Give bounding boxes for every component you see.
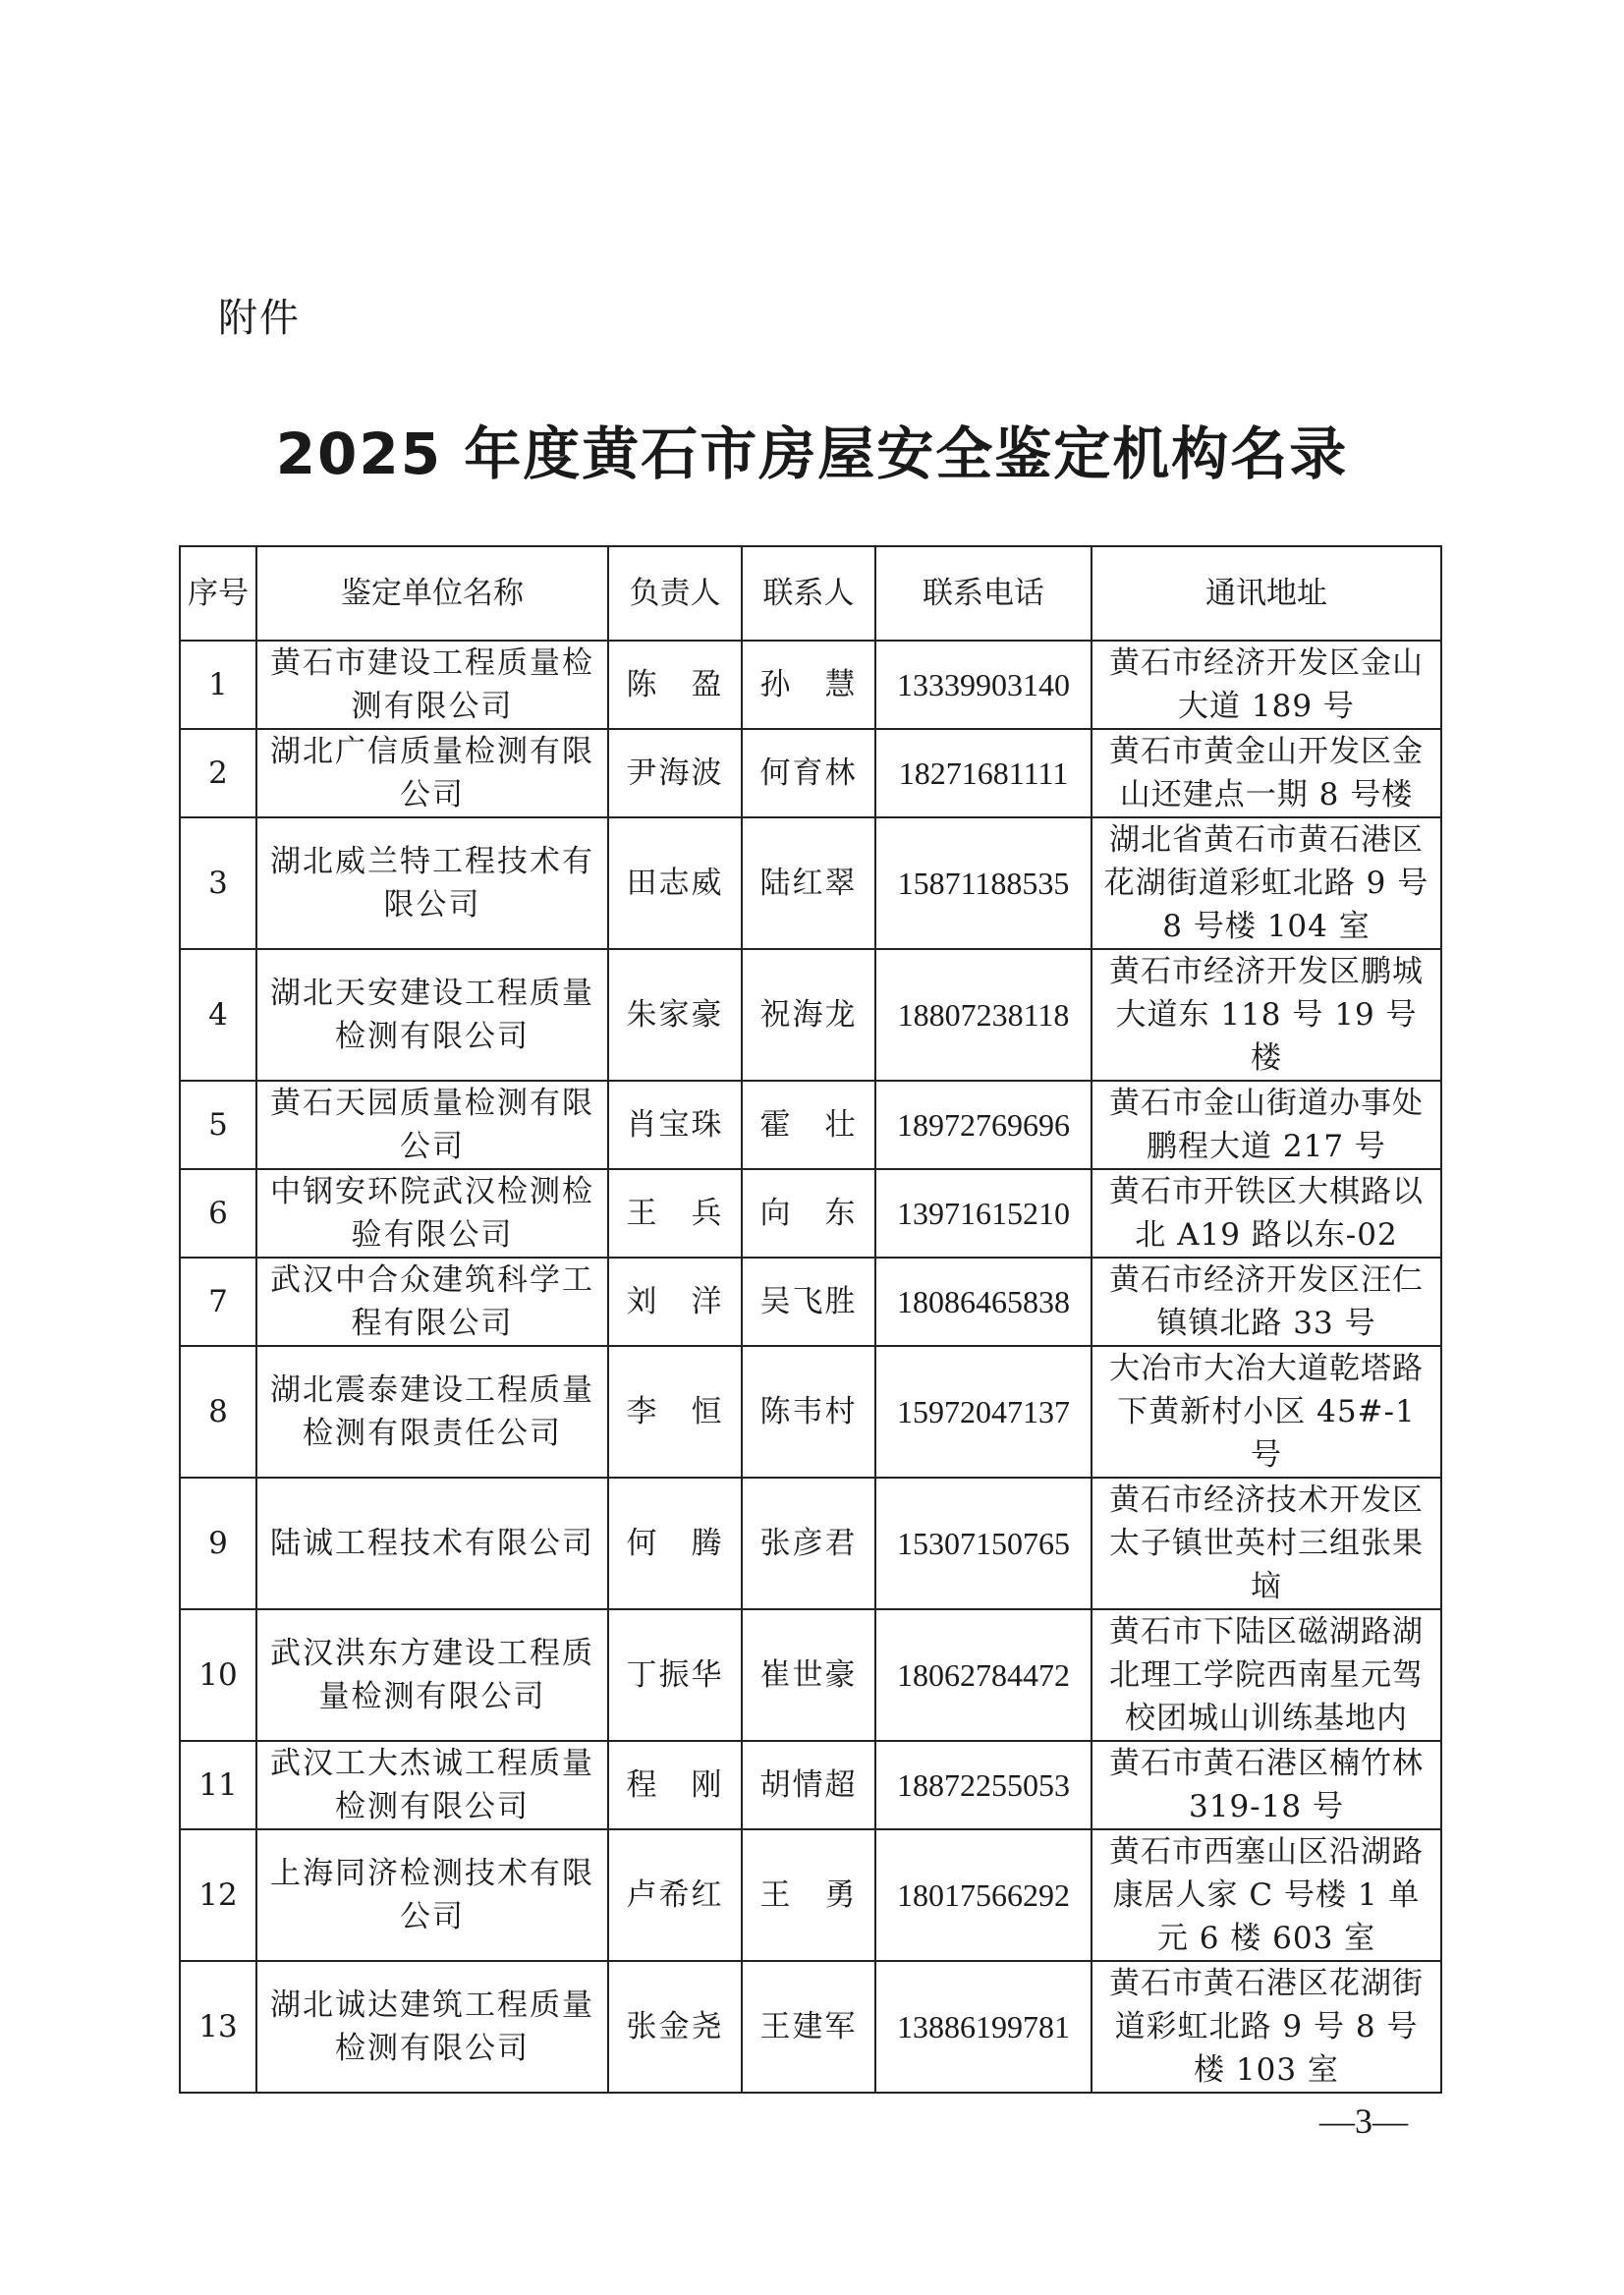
- row-leader: 卢希红: [608, 1829, 742, 1961]
- table-header-row: [180, 546, 1441, 641]
- row-address: 黄石市西塞山区沿湖路康居人家 C 号楼 1 单元 6 楼 603 室: [1092, 1829, 1441, 1961]
- attachment-label: 附件: [218, 296, 301, 341]
- row-leader: 程 刚: [608, 1741, 742, 1829]
- row-leader: 陈 盈: [608, 641, 742, 729]
- row-contact: 王建军: [742, 1961, 875, 2093]
- row-contact: 祝海龙: [742, 949, 875, 1081]
- row-phone: 18972769696: [875, 1081, 1092, 1169]
- row-phone: 18271681111: [875, 729, 1092, 817]
- appraisal-institution-table: [179, 545, 1442, 2094]
- row-address: 黄石市经济技术开发区太子镇世英村三组张果垴: [1092, 1478, 1441, 1609]
- row-leader: 田志威: [608, 817, 742, 949]
- row-leader: 肖宝珠: [608, 1081, 742, 1169]
- row-unit: 湖北震泰建设工程质量检测有限责任公司: [256, 1346, 608, 1478]
- table-row: [180, 949, 1441, 1081]
- header-seq: 序号: [180, 546, 256, 641]
- row-address: 黄石市黄金山开发区金山还建点一期 8 号楼: [1092, 729, 1441, 817]
- page-title: 2025 年度黄石市房屋安全鉴定机构名录: [275, 420, 1349, 487]
- row-leader: 何 腾: [608, 1478, 742, 1609]
- header-unit: 鉴定单位名称: [256, 546, 608, 641]
- row-contact: 王 勇: [742, 1829, 875, 1961]
- row-contact: 向 东: [742, 1169, 875, 1258]
- table-row: [180, 1829, 1441, 1961]
- row-unit: 武汉中合众建筑科学工程有限公司: [256, 1258, 608, 1346]
- row-phone: 18017566292: [875, 1829, 1092, 1961]
- row-phone: 18062784472: [875, 1609, 1092, 1741]
- row-unit: 黄石市建设工程质量检测有限公司: [256, 641, 608, 729]
- row-unit: 武汉工大杰诚工程质量检测有限公司: [256, 1741, 608, 1829]
- row-address: 大冶市大冶大道乾塔路下黄新村小区 45#-1 号: [1092, 1346, 1441, 1478]
- row-seq: 5: [180, 1081, 256, 1169]
- row-unit: 黄石天园质量检测有限公司: [256, 1081, 608, 1169]
- row-unit: 湖北天安建设工程质量检测有限公司: [256, 949, 608, 1081]
- row-address: 黄石市黄石港区楠竹林 319-18 号: [1092, 1741, 1441, 1829]
- row-phone: 18086465838: [875, 1258, 1092, 1346]
- row-leader: 丁振华: [608, 1609, 742, 1741]
- row-address: 黄石市经济开发区汪仁镇镇北路 33 号: [1092, 1258, 1441, 1346]
- row-leader: 张金尧: [608, 1961, 742, 2093]
- row-address: 黄石市经济开发区鹏城大道东 118 号 19 号楼: [1092, 949, 1441, 1081]
- row-leader: 朱家豪: [608, 949, 742, 1081]
- row-contact: 胡情超: [742, 1741, 875, 1829]
- row-unit: 湖北诚达建筑工程质量检测有限公司: [256, 1961, 608, 2093]
- table-row: [180, 1961, 1441, 2093]
- row-phone: 15307150765: [875, 1478, 1092, 1609]
- row-phone: 18872255053: [875, 1741, 1092, 1829]
- row-seq: 1: [180, 641, 256, 729]
- row-address: 黄石市黄石港区花湖街道彩虹北路 9 号 8 号楼 103 室: [1092, 1961, 1441, 2093]
- row-contact: 何育林: [742, 729, 875, 817]
- row-contact: 张彦君: [742, 1478, 875, 1609]
- row-phone: 15871188535: [875, 817, 1092, 949]
- row-seq: 11: [180, 1741, 256, 1829]
- row-seq: 7: [180, 1258, 256, 1346]
- row-seq: 13: [180, 1961, 256, 2093]
- row-seq: 9: [180, 1478, 256, 1609]
- row-unit: 湖北广信质量检测有限公司: [256, 729, 608, 817]
- table-row: [180, 729, 1441, 817]
- row-seq: 8: [180, 1346, 256, 1478]
- table-row: [180, 1741, 1441, 1829]
- row-unit: 湖北威兰特工程技术有限公司: [256, 817, 608, 949]
- row-seq: 4: [180, 949, 256, 1081]
- row-phone: 18807238118: [875, 949, 1092, 1081]
- row-unit: 中钢安环院武汉检测检验有限公司: [256, 1169, 608, 1258]
- page-number: —3—: [1319, 2101, 1408, 2141]
- row-contact: 孙 慧: [742, 641, 875, 729]
- table-row: [180, 1169, 1441, 1258]
- row-leader: 李 恒: [608, 1346, 742, 1478]
- row-unit: 武汉洪东方建设工程质量检测有限公司: [256, 1609, 608, 1741]
- row-contact: 吴飞胜: [742, 1258, 875, 1346]
- row-seq: 6: [180, 1169, 256, 1258]
- row-phone: 13971615210: [875, 1169, 1092, 1258]
- table-row: [180, 1478, 1441, 1609]
- row-phone: 15972047137: [875, 1346, 1092, 1478]
- row-contact: 陈韦村: [742, 1346, 875, 1478]
- row-seq: 3: [180, 817, 256, 949]
- row-contact: 霍 壮: [742, 1081, 875, 1169]
- row-address: 黄石市下陆区磁湖路湖北理工学院西南星元驾校团城山训练基地内: [1092, 1609, 1441, 1741]
- row-contact: 陆红翠: [742, 817, 875, 949]
- row-unit: 上海同济检测技术有限公司: [256, 1829, 608, 1961]
- row-seq: 2: [180, 729, 256, 817]
- row-address: 黄石市金山街道办事处鹏程大道 217 号: [1092, 1081, 1441, 1169]
- row-leader: 刘 洋: [608, 1258, 742, 1346]
- row-leader: 王 兵: [608, 1169, 742, 1258]
- row-leader: 尹海波: [608, 729, 742, 817]
- row-address: 黄石市开铁区大棋路以北 A19 路以东-02: [1092, 1169, 1441, 1258]
- row-contact: 崔世豪: [742, 1609, 875, 1741]
- row-phone: 13886199781: [875, 1961, 1092, 2093]
- table-row: [180, 817, 1441, 949]
- table-row: [180, 641, 1441, 729]
- header-address: 通讯地址: [1092, 546, 1441, 641]
- row-address: 湖北省黄石市黄石港区花湖街道彩虹北路 9 号 8 号楼 104 室: [1092, 817, 1441, 949]
- row-seq: 12: [180, 1829, 256, 1961]
- table-row: [180, 1346, 1441, 1478]
- row-unit: 陆诚工程技术有限公司: [256, 1478, 608, 1609]
- table-row: [180, 1258, 1441, 1346]
- row-address: 黄石市经济开发区金山大道 189 号: [1092, 641, 1441, 729]
- header-contact: 联系人: [742, 546, 875, 641]
- header-leader: 负责人: [608, 546, 742, 641]
- row-seq: 10: [180, 1609, 256, 1741]
- table-row: [180, 1081, 1441, 1169]
- row-phone: 13339903140: [875, 641, 1092, 729]
- header-phone: 联系电话: [875, 546, 1092, 641]
- table-row: [180, 1609, 1441, 1741]
